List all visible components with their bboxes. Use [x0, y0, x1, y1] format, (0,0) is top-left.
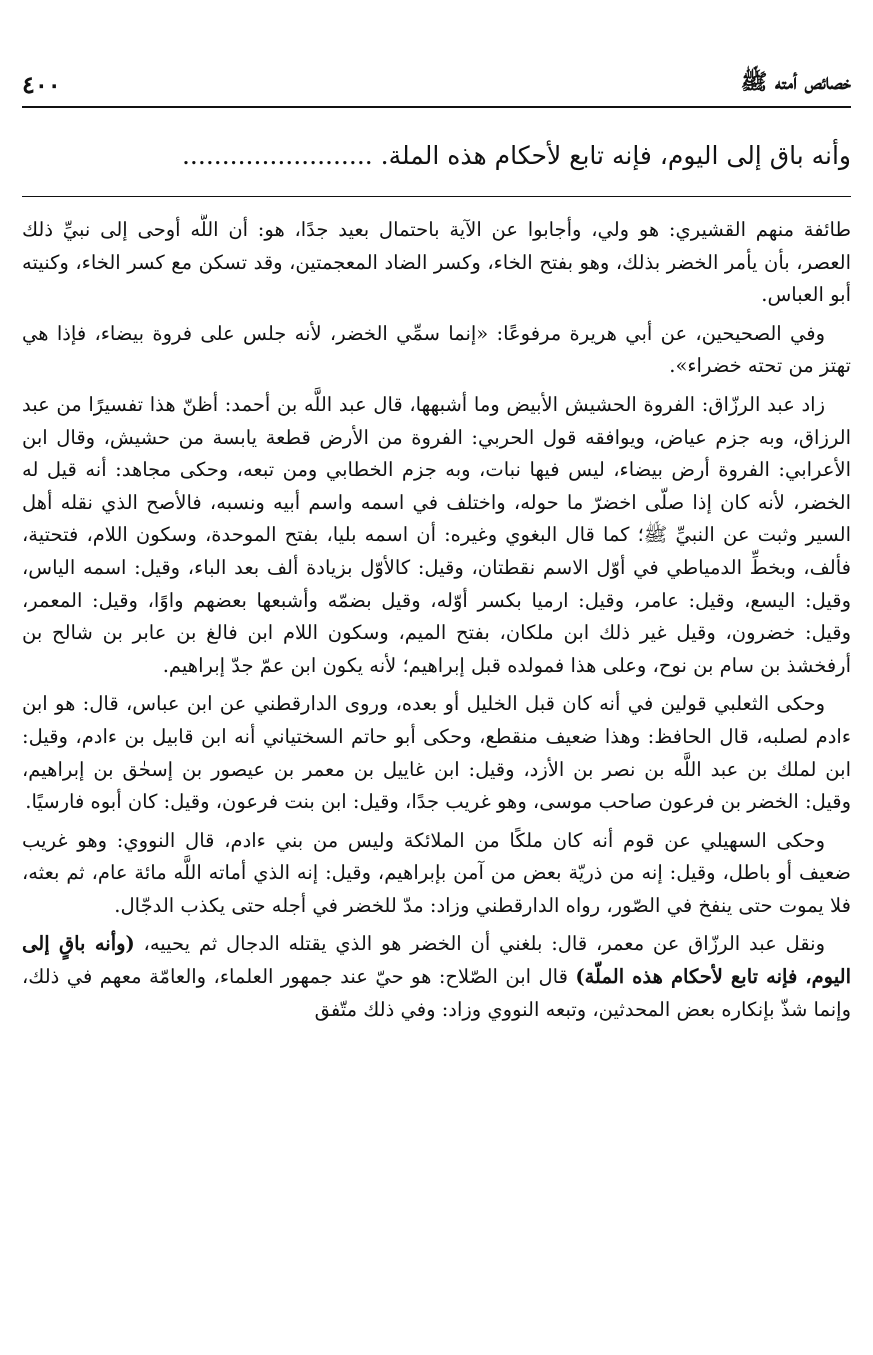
header-rule [22, 106, 851, 108]
commentary-paragraph-5: وحكى السهيلي عن قوم أنه كان ملكًا من الملائكة وليس من بني ءادم، قال النووي: وهو غريب ضعيف أو باطل، وقيل: إنه من ذريّة بعض من آمن بإبراهيم، وقيل: إنه الذي أماته اللَّه مائة عام، ثم بعثه، فلا يموت حتى ينفخ في الصّور، رواه الدارقطني وزاد: مدّ للخضر في أجله حتى يكذب الدجّال. [22, 828, 851, 917]
commentary-paragraph-3: زاد عبد الرزّاق: الفروة الحشيش الأبيض وما أشبهها، قال عبد اللَّه بن أحمد: أظنّ هذا تفسيرًا من عبد الرزاق، وبه جزم عياض، ويوافقه قول الحربي: الفروة من الأرض قطعة يابسة من حشيش، وقال ابن الأعرابي: الفروة أرض بيضاء، ليس فيها نبات، وبه جزم الخطابي ومن تبعه، وحكى مجاهد: أنه قيل له الخضر، لأنه كان إذا صلّى اخضرّ ما حوله، واختلف في اسمه واسم أبيه ونسبه، فالأصح الذي نقله أهل السير وثبت عن النبيِّ ﷺ؛ كما قال البغوي وغيره: أن اسمه بليا، بفتح الموحدة، وسكون اللام، فتحتية، فألف، وبخطِّ الدمياطي في أوّل الاسم نقطتان، وقيل: كالأوّل بزيادة ألف بعد الباء، وقيل: اسمه الياس، وقيل: اليسع، وقيل: عامر، وقيل: ارميا بكسر أوّله، وقيل بضمّه وأشبعها بعضهم واوًا، وقيل: المعمر، وقيل: خضرون، وقيل غير ذلك ابن ملكان، بفتح الميم، وسكون اللام ابن فالغ بن عابر بن شالح بن أرفخشذ بن سام بن نوح، وعلى هذا فمولده قبل إبراهيم؛ لأنه يكون ابن عمّ جدّ إبراهيم. [22, 392, 851, 677]
page-number: ٤٠٠ [22, 69, 61, 99]
page-header [22, 64, 851, 104]
matn-separator-rule [22, 196, 851, 197]
commentary-paragraph-4: وحكى الثعلبي قولين في أنه كان قبل الخليل أو بعده، وروى الدارقطني عن ابن عباس، قال: هو ابن ءادم لصلبه، قال الحافظ: وهذا ضعيف منقطع، وحكى أبو حاتم السختياني أنه ابن قابيل بن ءادم، وقيل: ابن لملك بن عبد اللَّه بن نصر بن الأزد، وقيل: ابن غاييل بن معمر بن عيصور بن إسحٰق بن إبراهيم، وقيل: الخضر بن فرعون صاحب موسى، وهو غريب جدًا، وقيل: ابن بنت فرعون، وقيل: كان أبوه فارسيًا. [22, 692, 851, 814]
matn-dots: ........................ [181, 141, 373, 170]
paragraph-6-lead: ونقل عبد الرزّاق عن معمر، قال: بلغني أن الخضر هو الذي يقتله الدجال ثم يحييه، [134, 932, 825, 956]
paragraph-6-rest: قال ابن الصّلاح: هو حيّ عند جمهور العلماء، والعامّة معهم في ذلك، وإنما شذّ بإنكاره بعض المحدثين، وتبعه النووي وزاد: وفي ذلك متّفق [22, 965, 851, 1021]
commentary-paragraph-2: وفي الصحيحين، عن أبي هريرة مرفوعًا: «إنما سمِّي الخضر، لأنه جلس على فروة بيضاء، فإذا هي تهتز من تحته خضراء». [22, 321, 851, 378]
matn-text: وأنه باق إلى اليوم، فإنه تابع لأحكام هذه الملة. [380, 141, 851, 170]
commentary-body [22, 214, 851, 1335]
running-title: خصائص أمته ﷺ [740, 69, 851, 95]
commentary-paragraph-1: طائفة منهم القشيري: هو ولي، وأجابوا عن الآية باحتمال بعيد جدًا، هو: أن اللَّه أوحى إلى نبيِّ ذلك العصر، بأن يأمر الخضر بذلك، وهو بفتح الخاء، وكسر الضاد المعجمتين، وقد تسكن مع كسر الخاء، وكنيته أبو العباس. [22, 218, 851, 307]
matn-text-line [22, 134, 851, 178]
quoted-matn-bold: (وأنه باقٍ إلى اليوم، فإنه تابع لأحكام هذه الملّة) [22, 932, 851, 989]
commentary-paragraph-6 [22, 928, 851, 1026]
